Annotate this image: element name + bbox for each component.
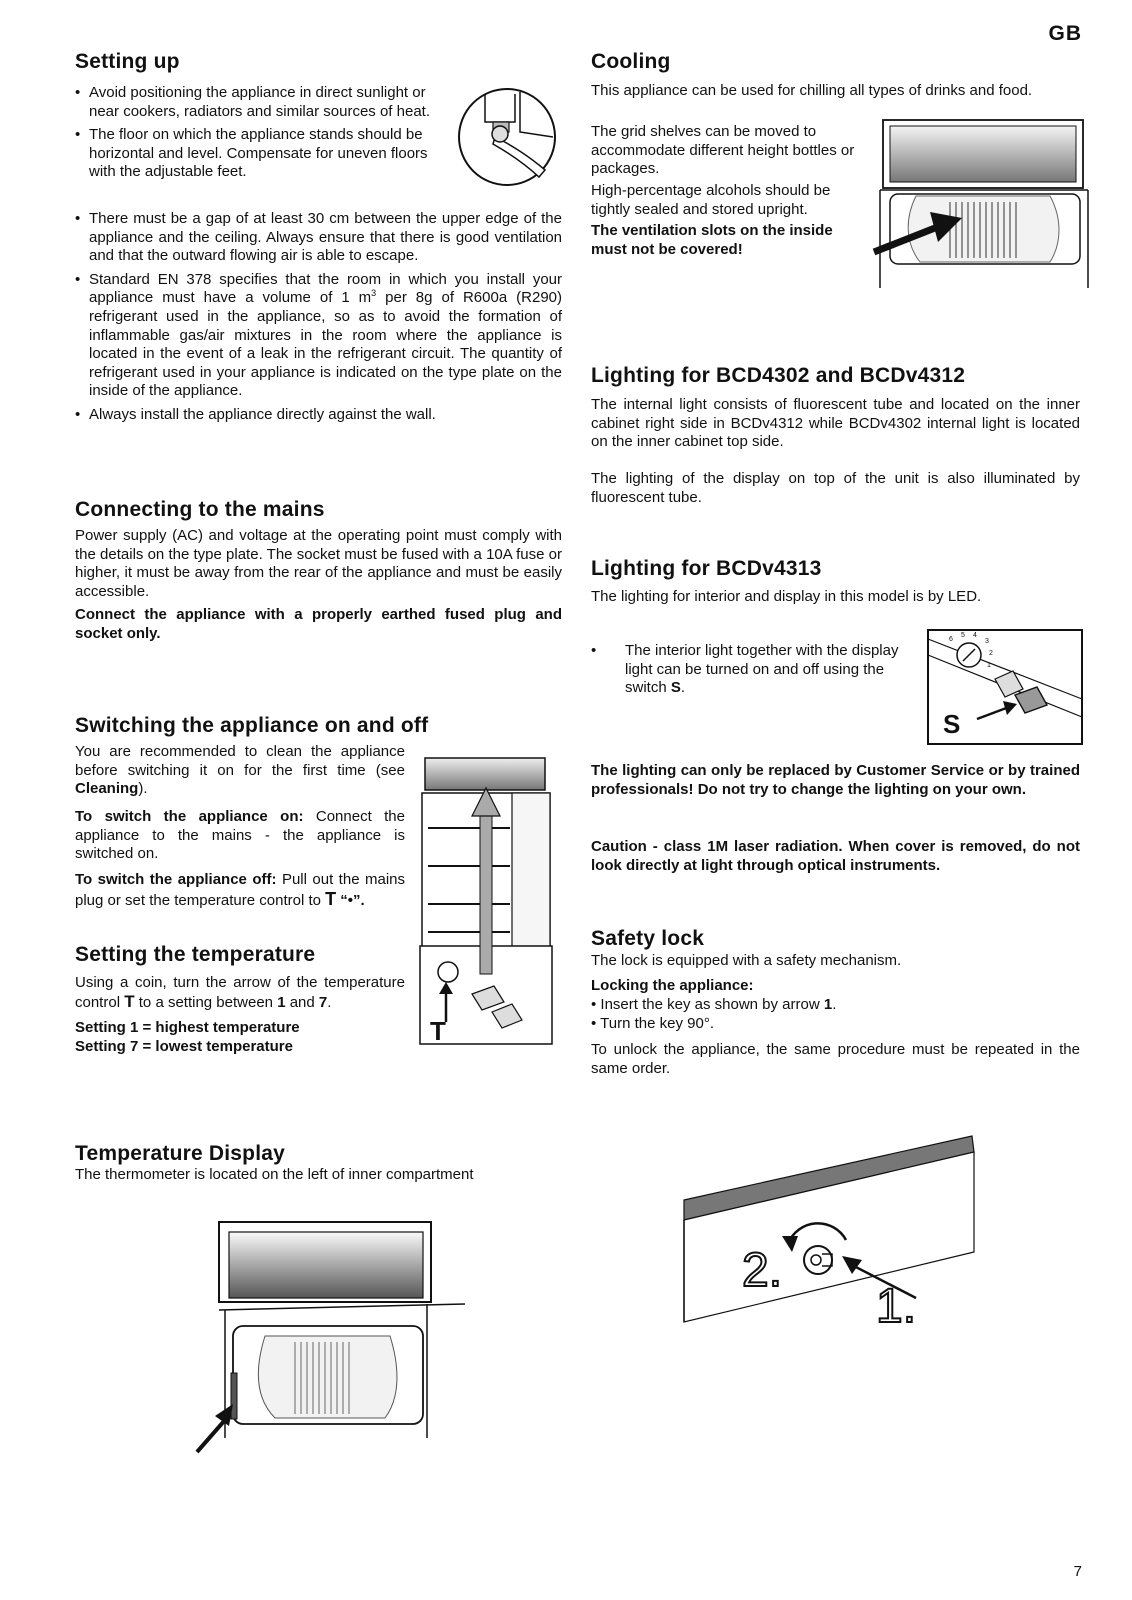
mains-heading: Connecting to the mains [75,498,325,521]
switching-intro [75,743,405,799]
switch-bullet-b: . [680,679,686,697]
lighting1-text-2: The lighting of the display on top of the unit is also illuminated by fluorescent tube. [591,470,1080,506]
locking-title: Locking the appliance: [591,977,754,994]
temp-display-text: The thermometer is located on the left of inner compartment [75,1166,474,1183]
switch-on-body: Connect the appliance to the mains - the appliance is switched on. [75,808,405,863]
thermometer-location-illustration [195,1218,465,1458]
cooling-text-1: This appliance can be used for chilling all types of drinks and food. [591,82,1033,99]
switch-off-end: “•”. [336,891,365,909]
locking-step-1-num: 1 [823,996,833,1013]
switch-on-label: To switch the appliance on: [75,808,304,825]
ventilation-slots-illustration [880,118,1092,290]
list-item: • The floor on which the appliance stands should be horizontal and level. Compensate for uneven floors with the adjustable feet. [75,126,450,182]
switch-label: S [943,709,961,739]
svg-text:6: 6 [949,636,953,643]
page-number: 7 [1073,1563,1082,1580]
cooling-text-2: The grid shelves can be moved to accommodate different height bottles or packages. [591,123,855,178]
temperature-7: 7 [318,993,328,1011]
temp-display-heading: Temperature Display [75,1142,285,1165]
list-item: • Always install the appliance directly against the wall. [75,406,562,425]
superscript: 3 [371,288,377,299]
svg-text:4: 4 [973,632,977,639]
unlock-text: To unlock the appliance, the same procedure must be repeated in the same order. [591,1041,1080,1077]
list-item [75,271,562,401]
list-item: • There must be a gap of at least 30 cm between the upper edge of the appliance and the ceiling. Always ensure that there is good ventilation and that the outward flowing air is able to escape. [75,210,562,266]
locking-step-2-text: Turn the key 90°. [600,1015,714,1032]
cooling-text-3: High-percentage alcohols should be tightly sealed and stored upright. [591,182,831,218]
svg-text:2: 2 [989,650,993,657]
switch-off-text [75,871,405,910]
temperature-text-b: to a setting between [134,993,278,1011]
locking-step-1: • Insert the key as shown by arrow 1. [591,996,837,1013]
setting1-text: Setting 1 = highest temperature [75,1019,300,1036]
cooling-warning: The ventilation slots on the inside must not be covered! [591,222,833,258]
light-switch-illustration [927,629,1083,745]
switch-off-label: To switch the appliance off: [75,871,277,888]
fridge-temperature-control-illustration [420,758,560,1058]
temperature-text [75,974,405,1012]
switch-off-t: T [325,888,337,909]
locking-step-2: • Turn the key 90°. [591,1015,714,1032]
setting7-text: Setting 7 = lowest temperature [75,1038,293,1055]
lighting1-text-1: The internal light consists of fluorescent tube and located on the inner cabinet right side in BCDv4312 while BCDv4302 internal light is located on the inner cabinet top side. [591,396,1080,451]
lighting-warning-2: Caution - class 1M laser radiation. When cover is removed, do not look directly at light through optical instruments. [591,838,1080,874]
temperature-control-label: T [430,1016,446,1046]
setting-up-list-a [75,84,450,187]
switch-on-text [75,808,405,864]
temperature-text-d: . [327,993,332,1011]
cooling-heading: Cooling [591,50,671,73]
safety-lock-illustration [680,1132,980,1333]
lighting1-heading: Lighting for BCD4302 and BCDv4312 [591,364,966,387]
temperature-text-c: and [285,993,319,1011]
safety-text: The lock is equipped with a safety mechanism. [591,952,902,969]
temperature-t: T [124,991,135,1011]
mains-warning: Connect the appliance with a properly earthed fused plug and socket only. [75,606,562,642]
list-item: • Avoid positioning the appliance in direct sunlight or near cookers, radiators and similar sources of heat. [75,84,450,121]
switch-bullet-s: S [670,679,681,697]
en378-text-b: per 8g of R600a (R290) refrigerant used in the appliance, so as to avoid the formation of inflammable gas/air mixtures in the room where the appliance is located in the event of a leak in the refrigerant circuit. The quantity of refrigerant used in your appliance is indicated on the type plate on the inside of the appliance. [89,289,562,400]
lighting2-text: The lighting for interior and display in this model is by LED. [591,588,982,605]
switch-bullet-a: The interior light together with the display light can be turned on and off using the switch [625,642,899,697]
svg-text:1: 1 [987,662,991,669]
temperature-heading: Setting the temperature [75,943,316,966]
en378-text-a: Standard EN 378 specifies that the room in which you install your appliance must have a volume of 1 m [89,270,562,307]
step-2-label: 2. [742,1244,783,1297]
list-item [591,642,926,698]
lighting2-heading: Lighting for BCDv4313 [591,557,822,580]
lighting2-list [591,642,926,703]
switching-intro-a: You are recommended to clean the appliance before switching it on for the first time (see [75,743,405,779]
safety-heading: Safety lock [591,927,705,950]
locking-step-1-a: Insert the key as shown by arrow [600,996,824,1013]
switching-heading: Switching the appliance on and off [75,714,429,737]
temperature-1: 1 [277,993,286,1011]
setting-up-list-b [75,210,562,430]
setting-up-heading: Setting up [75,50,180,73]
cleaning-ref: Cleaning [75,780,139,798]
language-code: GB [1048,22,1082,45]
step-1-label: 1. [876,1280,917,1333]
lighting-warning-1: The lighting can only be replaced by Customer Service or by trained professionals! Do not try to change the lighting on your own. [591,762,1080,798]
adjustable-foot-illustration [455,82,563,188]
switching-intro-b: ). [138,780,148,798]
svg-text:3: 3 [985,638,989,645]
temperature-text-a: Using a coin, turn the arrow of the temperature control [75,974,405,1011]
switch-off-body: Pull out the mains plug or set the temperature control to [75,871,405,909]
mains-text: Power supply (AC) and voltage at the operating point must comply with the details on the type plate. The socket must be fused with a 10A fuse or higher, it must be away from the rear of the appliance and must be easily accessible. [75,527,562,600]
locking-step-1-b: . [832,996,837,1013]
svg-text:5: 5 [961,632,965,639]
